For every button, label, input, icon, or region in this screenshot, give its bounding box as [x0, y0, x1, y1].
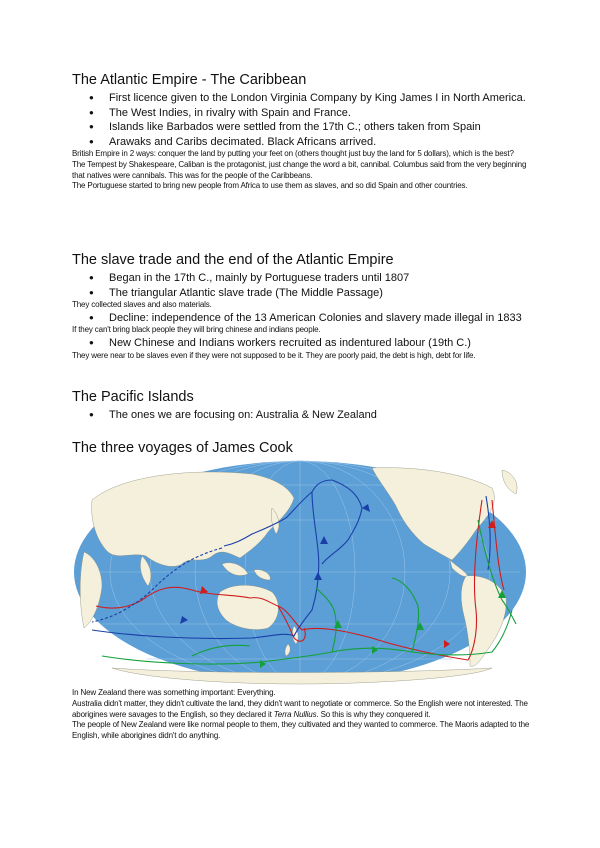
section-james-cook	[72, 440, 293, 456]
cook-voyages-map	[72, 460, 529, 685]
list-item: ● Islands like Barbados were settled from the 17th C.; others taken from Spain	[72, 120, 532, 135]
heading-slave-trade: The slave trade and the end of the Atlantic Empire	[72, 252, 394, 268]
heading-pacific-islands: The Pacific Islands	[72, 389, 194, 405]
section-atlantic-empire	[72, 72, 532, 192]
cook-notes	[72, 688, 532, 742]
list-item: ● New Chinese and Indians workers recruited as indentured labour (19th C.)	[72, 336, 522, 351]
note-text: . So this is why they conquered it.	[316, 709, 431, 719]
section-pacific-islands	[72, 389, 377, 423]
note-text: Australia didn't matter, they didn't cultivate the land, they didn't want to negotiate or commerce. So the English were not interested. The aborigines were savages to the English, so they declared it	[72, 698, 528, 719]
note-paragraph: The Tempest by Shakespeare, Caliban is the protagonist, just change the word a bit, cannibal. Columbus said from the very beginning that natives were cannibals. This was for the people of the Caribbeans.	[72, 159, 527, 180]
list-item: ● The West Indies, in rivalry with Spain and France.	[72, 106, 532, 121]
heading-atlantic-empire: The Atlantic Empire - The Caribbean	[72, 72, 307, 88]
bullet-list	[72, 91, 532, 149]
list-item: ● Began in the 17th C., mainly by Portuguese traders until 1807	[72, 271, 522, 286]
note-paragraph: They were near to be slaves even if they were not supposed to be it. They are poorly paid, the debt is high, debt for life.	[72, 350, 476, 360]
heading-james-cook: The three voyages of James Cook	[72, 440, 293, 456]
section-slave-trade	[72, 252, 522, 361]
list-item: ● First licence given to the London Virginia Company by King James I in North America.	[72, 91, 532, 106]
bullet-list	[72, 311, 522, 326]
bullet-list	[72, 271, 522, 300]
note-paragraph: British Empire in 2 ways: conquer the land by putting your feet on (others thought just buy the land for 5 dollars), which is the best?	[72, 149, 514, 158]
note-paragraph: The Portuguese started to bring new people from Africa to use them as slaves, and so did Spain and other countries.	[72, 181, 468, 191]
note-paragraph: The people of New Zealand were like normal people to them, they cultivated and they wanted to commerce. The Maoris adapted to the English, while aborigines didn't do anything.	[72, 720, 530, 741]
note-paragraph	[72, 699, 532, 721]
list-item: ● Arawaks and Caribs decimated. Black Africans arrived.	[72, 135, 532, 150]
list-item: ● The triangular Atlantic slave trade (The Middle Passage)	[72, 286, 522, 301]
list-item: ● Decline: independence of the 13 American Colonies and slavery made illegal in 1833	[72, 311, 522, 326]
note-paragraph: If they can't bring black people they will bring chinese and indians people.	[72, 325, 321, 335]
note-paragraph: In New Zealand there was something important: Everything.	[72, 688, 276, 697]
terra-nullius-term: Terra Nullius	[273, 709, 317, 719]
list-item: ● The ones we are focusing on: Australia & New Zealand	[72, 408, 377, 423]
note-paragraph: They collected slaves and also materials.	[72, 300, 212, 309]
bullet-list	[72, 336, 522, 351]
bullet-list	[72, 408, 377, 423]
